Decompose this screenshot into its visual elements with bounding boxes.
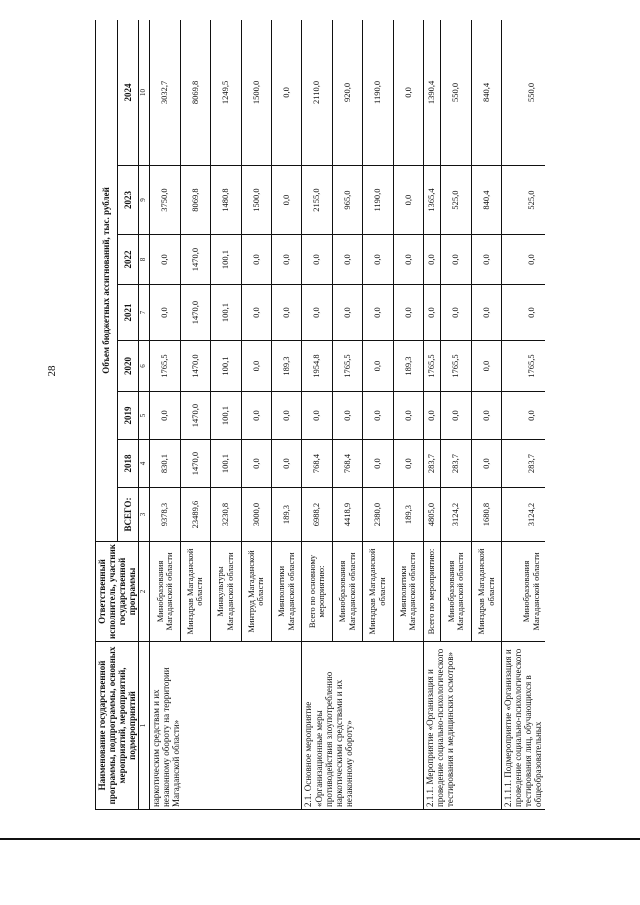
cell-year-value: 1470,0: [180, 440, 210, 488]
column-index: 6: [139, 341, 150, 392]
column-index: 7: [139, 285, 150, 341]
cell-program-name: наркотическим средствам и их незаконному обороту на территории Магаданской области»: [150, 642, 302, 810]
cell-responsible: Минздрав Магаданской области: [180, 542, 210, 642]
column-index: 2: [139, 542, 150, 642]
cell-year-value: 0,0: [441, 392, 471, 440]
cell-year-value: 100,1: [211, 392, 241, 440]
cell-year-value: 525,0: [441, 166, 471, 235]
cell-year-value: 0,0: [241, 392, 271, 440]
column-index: 5: [139, 392, 150, 440]
cell-responsible: Всего по основному мероприятию:: [302, 542, 332, 642]
cell-year-value: 0,0: [393, 20, 423, 166]
rotated-table-wrapper: [95, 20, 545, 810]
cell-year-value: 0,0: [363, 285, 393, 341]
cell-total: 9378,3: [150, 488, 180, 542]
cell-year-value: 100,1: [211, 440, 241, 488]
cell-year-value: 1190,0: [363, 166, 393, 235]
cell-year-value: 768,4: [302, 440, 332, 488]
cell-year-value: 0,0: [332, 235, 362, 285]
column-index: 9: [139, 166, 150, 235]
cell-responsible: Минздрав Магаданской области: [363, 542, 393, 642]
cell-year-value: 0,0: [302, 235, 332, 285]
cell-total: 189,3: [272, 488, 302, 542]
cell-year-value: 0,0: [471, 440, 501, 488]
cell-year-value: 830,1: [150, 440, 180, 488]
cell-year-value: 840,4: [471, 20, 501, 166]
cell-year-value: 1765,5: [332, 341, 362, 392]
bottom-rule: [0, 838, 640, 840]
cell-year-value: 768,4: [332, 440, 362, 488]
header-year: 2023: [117, 166, 139, 235]
cell-responsible: Минобразования Магаданской области: [441, 542, 471, 642]
cell-total: 4418,9: [332, 488, 362, 542]
cell-year-value: 283,7: [424, 440, 441, 488]
column-index: 4: [139, 440, 150, 488]
cell-year-value: 0,0: [363, 392, 393, 440]
column-index: 10: [139, 20, 150, 166]
cell-total: 3230,8: [211, 488, 241, 542]
cell-year-value: 0,0: [502, 392, 545, 440]
cell-year-value: 2155,0: [302, 166, 332, 235]
cell-total: 23489,6: [180, 488, 210, 542]
cell-year-value: 0,0: [150, 285, 180, 341]
cell-year-value: 0,0: [471, 285, 501, 341]
header-total: ВСЕГО:: [117, 488, 139, 542]
cell-year-value: 0,0: [272, 440, 302, 488]
cell-year-value: 0,0: [272, 235, 302, 285]
cell-total: 3000,0: [241, 488, 271, 542]
table-row: [150, 20, 180, 810]
cell-year-value: 0,0: [241, 440, 271, 488]
cell-year-value: 0,0: [471, 341, 501, 392]
cell-year-value: 0,0: [441, 235, 471, 285]
cell-year-value: 0,0: [441, 285, 471, 341]
cell-year-value: 3750,0: [150, 166, 180, 235]
cell-year-value: 0,0: [502, 285, 545, 341]
header-year: 2019: [117, 392, 139, 440]
cell-year-value: 3032,7: [150, 20, 180, 166]
cell-year-value: 1470,0: [180, 392, 210, 440]
column-index: 8: [139, 235, 150, 285]
cell-year-value: 1365,4: [424, 166, 441, 235]
cell-responsible: Минтруд Магаданской области: [241, 542, 271, 642]
cell-year-value: 0,0: [272, 392, 302, 440]
cell-responsible: Минполитики Магаданской области: [393, 542, 423, 642]
cell-year-value: 1390,4: [424, 20, 441, 166]
cell-year-value: 0,0: [393, 285, 423, 341]
cell-year-value: 0,0: [150, 235, 180, 285]
cell-year-value: 965,0: [332, 166, 362, 235]
cell-year-value: 0,0: [241, 235, 271, 285]
cell-year-value: 920,0: [332, 20, 362, 166]
cell-year-value: 1470,0: [180, 341, 210, 392]
header-responsible: Ответственный исполнитель, участник государственной программы: [96, 542, 139, 642]
cell-program-name: 2.1. Основное мероприятие «Организационные меры противодействия злоупотреблению наркотическими средствами и их незаконному обороту»: [302, 642, 424, 810]
cell-year-value: 100,1: [211, 341, 241, 392]
cell-program-name: 2.1.1. Мероприятие «Организация и проведение социально-психологического тестирования и медицинских осмотров»: [424, 642, 502, 810]
cell-year-value: 525,0: [502, 166, 545, 235]
cell-responsible: Минобразования Магаданской области: [502, 542, 545, 642]
cell-year-value: 100,1: [211, 235, 241, 285]
cell-total: 4805,0: [424, 488, 441, 542]
cell-year-value: 1765,5: [502, 341, 545, 392]
table-row: [502, 20, 545, 810]
table-body: [150, 20, 545, 810]
cell-responsible: Минобразования Магаданской области: [332, 542, 362, 642]
cell-year-value: 0,0: [363, 341, 393, 392]
cell-year-value: 0,0: [302, 285, 332, 341]
rotated-table-area: [95, 20, 545, 810]
column-index: 1: [139, 642, 150, 810]
cell-year-value: 0,0: [471, 392, 501, 440]
cell-year-value: 0,0: [424, 235, 441, 285]
cell-total: 3124,2: [502, 488, 545, 542]
cell-responsible: Минкультуры Магаданской области: [211, 542, 241, 642]
cell-year-value: 0,0: [393, 440, 423, 488]
header-funding: Объем бюджетных ассигнований, тыс. рублей: [96, 20, 118, 542]
header-year: 2022: [117, 235, 139, 285]
cell-year-value: 0,0: [272, 285, 302, 341]
cell-year-value: 0,0: [424, 392, 441, 440]
cell-responsible: Минздрав Магаданской области: [471, 542, 501, 642]
cell-year-value: 1765,5: [150, 341, 180, 392]
header-year: 2021: [117, 285, 139, 341]
cell-year-value: 0,0: [272, 166, 302, 235]
header-year: 2020: [117, 341, 139, 392]
cell-year-value: 1470,0: [180, 235, 210, 285]
cell-year-value: 0,0: [363, 235, 393, 285]
cell-year-value: 189,3: [393, 341, 423, 392]
cell-total: 2380,0: [363, 488, 393, 542]
cell-year-value: 0,0: [332, 392, 362, 440]
cell-year-value: 0,0: [150, 392, 180, 440]
cell-year-value: 1190,0: [363, 20, 393, 166]
cell-year-value: 1954,8: [302, 341, 332, 392]
cell-responsible: Минобразования Магаданской области: [150, 542, 180, 642]
budget-table: [95, 20, 545, 810]
cell-year-value: 283,7: [502, 440, 545, 488]
cell-year-value: 0,0: [302, 392, 332, 440]
cell-year-value: 550,0: [441, 20, 471, 166]
cell-responsible: Всего по мероприятию:: [424, 542, 441, 642]
header-name: Наименование государственной программы, подпрограммы, основных мероприятий, мероприятий, подмероприятий: [96, 642, 139, 810]
cell-year-value: 2110,0: [302, 20, 332, 166]
cell-year-value: 1500,0: [241, 166, 271, 235]
cell-year-value: 1765,5: [441, 341, 471, 392]
cell-year-value: 840,4: [471, 166, 501, 235]
cell-year-value: 0,0: [241, 285, 271, 341]
cell-year-value: 550,0: [502, 20, 545, 166]
cell-year-value: 0,0: [424, 285, 441, 341]
cell-year-value: 283,7: [441, 440, 471, 488]
header-year: 2024: [117, 20, 139, 166]
cell-year-value: 8069,8: [180, 166, 210, 235]
table-row: [302, 20, 332, 810]
cell-year-value: 0,0: [393, 235, 423, 285]
cell-year-value: 0,0: [502, 235, 545, 285]
cell-total: 189,3: [393, 488, 423, 542]
cell-year-value: 0,0: [471, 235, 501, 285]
cell-year-value: 0,0: [272, 20, 302, 166]
cell-year-value: 0,0: [393, 392, 423, 440]
cell-year-value: 0,0: [363, 440, 393, 488]
cell-total: 3124,2: [441, 488, 471, 542]
table-row: [424, 20, 441, 810]
cell-year-value: 8069,8: [180, 20, 210, 166]
cell-year-value: 0,0: [241, 341, 271, 392]
cell-responsible: Минполитики Магаданской области: [272, 542, 302, 642]
cell-year-value: 1249,5: [211, 20, 241, 166]
header-year: 2018: [117, 440, 139, 488]
cell-year-value: 100,1: [211, 285, 241, 341]
cell-total: 1680,8: [471, 488, 501, 542]
cell-year-value: 1500,0: [241, 20, 271, 166]
cell-year-value: 1480,8: [211, 166, 241, 235]
column-index: 3: [139, 488, 150, 542]
cell-program-name: 2.1.1.1. Подмероприятие «Организация и проведение социально-психологического тестирования лиц, обучающихся в общеобразовательных: [502, 642, 545, 810]
page-number: 28: [46, 365, 58, 377]
cell-year-value: 1765,5: [424, 341, 441, 392]
cell-total: 6988,2: [302, 488, 332, 542]
cell-year-value: 0,0: [332, 285, 362, 341]
cell-year-value: 0,0: [393, 166, 423, 235]
cell-year-value: 189,3: [272, 341, 302, 392]
cell-year-value: 1470,0: [180, 285, 210, 341]
